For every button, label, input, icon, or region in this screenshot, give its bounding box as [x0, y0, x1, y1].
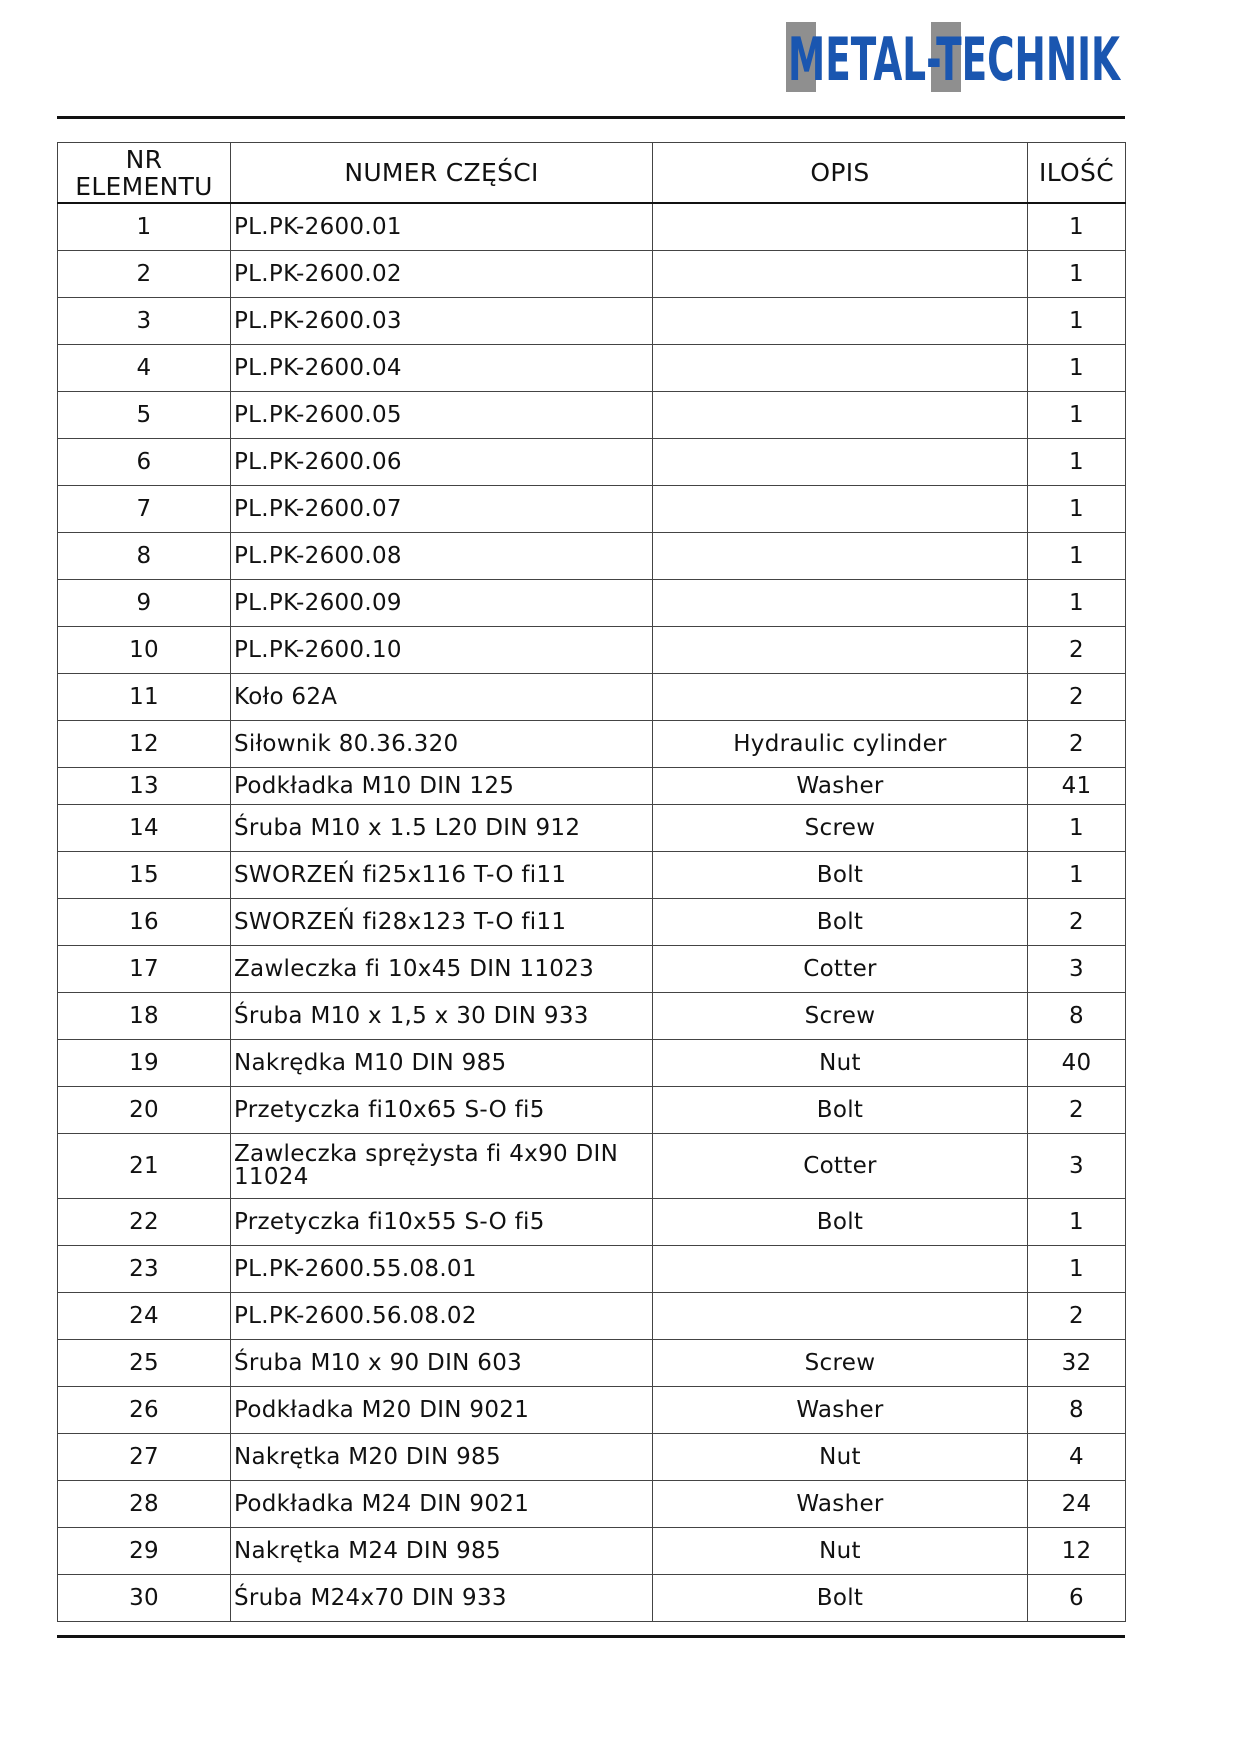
- cell-quantity: 8: [1028, 993, 1126, 1040]
- cell-item-number: 21: [58, 1134, 231, 1199]
- table-row: [58, 1387, 1126, 1434]
- cell-quantity: 40: [1028, 1040, 1126, 1087]
- cell-quantity: 32: [1028, 1340, 1126, 1387]
- cell-part-number: PL.PK-2600.04: [231, 345, 653, 392]
- cell-item-number: 14: [58, 805, 231, 852]
- cell-part-number: Podkładka M24 DIN 9021: [231, 1481, 653, 1528]
- cell-part-number: PL.PK-2600.03: [231, 298, 653, 345]
- cell-description: Screw: [653, 1340, 1028, 1387]
- cell-part-number: PL.PK-2600.01: [231, 203, 653, 251]
- table-row: [58, 486, 1126, 533]
- cell-item-number: 26: [58, 1387, 231, 1434]
- cell-part-number: Podkładka M20 DIN 9021: [231, 1387, 653, 1434]
- cell-quantity: 2: [1028, 1087, 1126, 1134]
- table-row: [58, 768, 1126, 805]
- table-row: [58, 805, 1126, 852]
- cell-part-number: PL.PK-2600.09: [231, 580, 653, 627]
- cell-item-number: 28: [58, 1481, 231, 1528]
- cell-item-number: 27: [58, 1434, 231, 1481]
- cell-part-number: PL.PK-2600.05: [231, 392, 653, 439]
- cell-part-number: Śruba M10 x 1.5 L20 DIN 912: [231, 805, 653, 852]
- cell-description: [653, 674, 1028, 721]
- cell-description: Bolt: [653, 852, 1028, 899]
- top-rule: [57, 116, 1125, 119]
- cell-item-number: 30: [58, 1575, 231, 1622]
- table-row: [58, 298, 1126, 345]
- cell-item-number: 3: [58, 298, 231, 345]
- table-row: [58, 251, 1126, 298]
- column-header-part-number: NUMER CZĘŚCI: [231, 143, 653, 204]
- cell-description: [653, 1246, 1028, 1293]
- table-row: [58, 1575, 1126, 1622]
- cell-description: Hydraulic cylinder: [653, 721, 1028, 768]
- cell-description: Cotter: [653, 1134, 1028, 1199]
- table-row: [58, 203, 1126, 251]
- cell-description: Screw: [653, 805, 1028, 852]
- metal-technik-logo-graphic: [786, 22, 1126, 92]
- cell-part-number: Przetyczka fi10x55 S-O fi5: [231, 1199, 653, 1246]
- table-row: [58, 533, 1126, 580]
- table-row: [58, 1293, 1126, 1340]
- table-row: [58, 852, 1126, 899]
- logo-text: METAL-TECHNIK: [788, 25, 1122, 92]
- cell-description: [653, 580, 1028, 627]
- table-row: [58, 1087, 1126, 1134]
- cell-quantity: 1: [1028, 533, 1126, 580]
- table-row: [58, 1246, 1126, 1293]
- cell-description: [653, 203, 1028, 251]
- cell-part-number: PL.PK-2600.02: [231, 251, 653, 298]
- cell-quantity: 1: [1028, 1199, 1126, 1246]
- cell-description: Bolt: [653, 1575, 1028, 1622]
- cell-description: [653, 1293, 1028, 1340]
- cell-description: Bolt: [653, 1087, 1028, 1134]
- cell-quantity: 1: [1028, 805, 1126, 852]
- table-row: [58, 899, 1126, 946]
- cell-item-number: 6: [58, 439, 231, 486]
- table-row: [58, 580, 1126, 627]
- cell-quantity: 3: [1028, 1134, 1126, 1199]
- cell-description: Washer: [653, 1481, 1028, 1528]
- cell-item-number: 11: [58, 674, 231, 721]
- cell-item-number: 23: [58, 1246, 231, 1293]
- table-row: [58, 1199, 1126, 1246]
- table-row: [58, 1481, 1126, 1528]
- cell-item-number: 20: [58, 1087, 231, 1134]
- cell-item-number: 2: [58, 251, 231, 298]
- cell-quantity: 1: [1028, 852, 1126, 899]
- cell-part-number: Koło 62A: [231, 674, 653, 721]
- cell-quantity: 1: [1028, 486, 1126, 533]
- cell-quantity: 1: [1028, 439, 1126, 486]
- cell-description: [653, 486, 1028, 533]
- column-header-nr-line2: ELEMENTU: [75, 171, 213, 201]
- cell-item-number: 17: [58, 946, 231, 993]
- cell-description: [653, 298, 1028, 345]
- table-row: [58, 1340, 1126, 1387]
- cell-quantity: 1: [1028, 392, 1126, 439]
- cell-part-number: Siłownik 80.36.320: [231, 721, 653, 768]
- bill-of-materials-table: [57, 142, 1126, 1622]
- cell-description: Washer: [653, 1387, 1028, 1434]
- cell-item-number: 12: [58, 721, 231, 768]
- cell-item-number: 1: [58, 203, 231, 251]
- cell-quantity: 2: [1028, 899, 1126, 946]
- cell-item-number: 16: [58, 899, 231, 946]
- cell-description: Nut: [653, 1434, 1028, 1481]
- cell-item-number: 5: [58, 392, 231, 439]
- cell-part-number: PL.PK-2600.10: [231, 627, 653, 674]
- cell-item-number: 25: [58, 1340, 231, 1387]
- table-row: [58, 345, 1126, 392]
- cell-part-number: Nakrętka M20 DIN 985: [231, 1434, 653, 1481]
- cell-quantity: 1: [1028, 1246, 1126, 1293]
- cell-item-number: 22: [58, 1199, 231, 1246]
- cell-item-number: 24: [58, 1293, 231, 1340]
- cell-quantity: 1: [1028, 203, 1126, 251]
- table-row: [58, 721, 1126, 768]
- column-header-quantity: ILOŚĆ: [1028, 143, 1126, 204]
- cell-item-number: 18: [58, 993, 231, 1040]
- cell-part-number: Śruba M10 x 90 DIN 603: [231, 1340, 653, 1387]
- cell-quantity: 2: [1028, 627, 1126, 674]
- cell-description: Nut: [653, 1040, 1028, 1087]
- column-header-nr: [58, 143, 231, 204]
- cell-item-number: 9: [58, 580, 231, 627]
- column-header-description: OPIS: [653, 143, 1028, 204]
- cell-item-number: 29: [58, 1528, 231, 1575]
- cell-description: Washer: [653, 768, 1028, 805]
- table-row: [58, 946, 1126, 993]
- cell-quantity: 1: [1028, 251, 1126, 298]
- cell-quantity: 6: [1028, 1575, 1126, 1622]
- cell-quantity: 1: [1028, 298, 1126, 345]
- table-row: [58, 1040, 1126, 1087]
- table-row: [58, 392, 1126, 439]
- cell-quantity: 3: [1028, 946, 1126, 993]
- cell-quantity: 12: [1028, 1528, 1126, 1575]
- table-row: [58, 993, 1126, 1040]
- cell-part-number: Podkładka M10 DIN 125: [231, 768, 653, 805]
- cell-part-number: PL.PK-2600.08: [231, 533, 653, 580]
- cell-item-number: 19: [58, 1040, 231, 1087]
- cell-description: Screw: [653, 993, 1028, 1040]
- table-row: [58, 674, 1126, 721]
- table-row: [58, 1134, 1126, 1199]
- cell-description: Nut: [653, 1528, 1028, 1575]
- company-logo: [786, 22, 1126, 92]
- cell-quantity: 24: [1028, 1481, 1126, 1528]
- cell-item-number: 7: [58, 486, 231, 533]
- cell-description: [653, 345, 1028, 392]
- cell-part-number: PL.PK-2600.55.08.01: [231, 1246, 653, 1293]
- cell-part-number: Zawleczka fi 10x45 DIN 11023: [231, 946, 653, 993]
- cell-part-number: Zawleczka sprężysta fi 4x90 DIN 11024: [231, 1134, 653, 1199]
- cell-item-number: 4: [58, 345, 231, 392]
- cell-part-number: Śruba M10 x 1,5 x 30 DIN 933: [231, 993, 653, 1040]
- cell-part-number: PL.PK-2600.56.08.02: [231, 1293, 653, 1340]
- cell-description: Cotter: [653, 946, 1028, 993]
- cell-description: [653, 533, 1028, 580]
- cell-quantity: 1: [1028, 345, 1126, 392]
- cell-part-number: Nakrętka M24 DIN 985: [231, 1528, 653, 1575]
- cell-item-number: 13: [58, 768, 231, 805]
- cell-part-number: PL.PK-2600.06: [231, 439, 653, 486]
- cell-item-number: 8: [58, 533, 231, 580]
- cell-part-number: Przetyczka fi10x65 S-O fi5: [231, 1087, 653, 1134]
- cell-description: [653, 251, 1028, 298]
- cell-description: [653, 439, 1028, 486]
- cell-part-number: PL.PK-2600.07: [231, 486, 653, 533]
- table-header-row: [58, 143, 1126, 204]
- cell-part-number: SWORZEŃ fi25x116 T-O fi11: [231, 852, 653, 899]
- cell-description: [653, 627, 1028, 674]
- cell-description: Bolt: [653, 1199, 1028, 1246]
- cell-item-number: 10: [58, 627, 231, 674]
- table-row: [58, 439, 1126, 486]
- table-row: [58, 627, 1126, 674]
- column-header-nr-line1: NR: [125, 144, 163, 174]
- table-row: [58, 1434, 1126, 1481]
- cell-quantity: 4: [1028, 1434, 1126, 1481]
- cell-quantity: 2: [1028, 674, 1126, 721]
- cell-quantity: 1: [1028, 580, 1126, 627]
- cell-quantity: 41: [1028, 768, 1126, 805]
- cell-part-number: Nakrędka M10 DIN 985: [231, 1040, 653, 1087]
- bottom-rule: [57, 1635, 1125, 1638]
- table-body: [58, 203, 1126, 1622]
- cell-description: [653, 392, 1028, 439]
- cell-part-number: Śruba M24x70 DIN 933: [231, 1575, 653, 1622]
- table-row: [58, 1528, 1126, 1575]
- cell-quantity: 2: [1028, 1293, 1126, 1340]
- cell-quantity: 8: [1028, 1387, 1126, 1434]
- cell-item-number: 15: [58, 852, 231, 899]
- cell-part-number: SWORZEŃ fi28x123 T-O fi11: [231, 899, 653, 946]
- cell-description: Bolt: [653, 899, 1028, 946]
- cell-quantity: 2: [1028, 721, 1126, 768]
